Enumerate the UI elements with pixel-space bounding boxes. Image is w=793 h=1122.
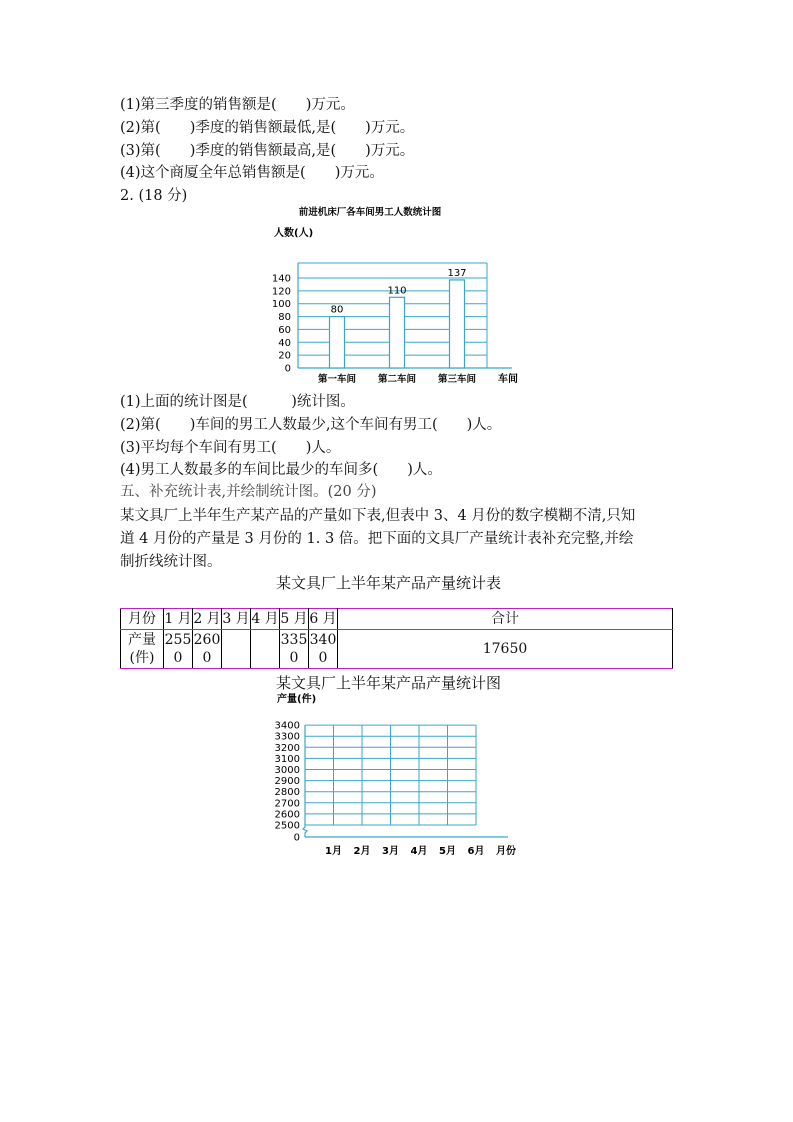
chart2-ytick: 0 bbox=[293, 832, 300, 844]
cell-month-6 bbox=[309, 630, 338, 669]
chart2-title: 某文具厂上半年某产品产量统计图 bbox=[276, 674, 502, 692]
section-5-text-1: 某文具厂上半年生产某产品的产量如下表,但表中 3、4 月份的数字模糊不清,只知 bbox=[120, 508, 636, 524]
chart2-ytick: 2500 bbox=[274, 820, 300, 832]
chart1-xtick: 第二车间 bbox=[377, 374, 417, 385]
bar-chart-workshops bbox=[250, 200, 540, 395]
chart2-xlabel: 月份 bbox=[496, 846, 516, 857]
chart2-ytick: 2800 bbox=[274, 787, 300, 799]
chart2-ytick: 2600 bbox=[274, 809, 300, 821]
chart2-ylabel: 产量(件) bbox=[277, 694, 317, 705]
section-5-text-3: 制折线统计图。 bbox=[120, 554, 222, 570]
chart1-ytick: 60 bbox=[278, 324, 291, 336]
cell-value: 260 bbox=[193, 632, 221, 648]
chart2-xtick: 3月 bbox=[382, 846, 399, 857]
chart1-bar bbox=[450, 280, 465, 368]
header-month-1: 1 月 bbox=[164, 609, 193, 630]
chart2-ytick: 3000 bbox=[274, 765, 300, 776]
cell-month-3[interactable] bbox=[222, 630, 251, 669]
header-month-label: 月份 bbox=[121, 609, 164, 630]
chart1-xtick: 第一车间 bbox=[317, 374, 357, 385]
header-total: 合计 bbox=[338, 609, 673, 630]
chart1-ytick: 0 bbox=[284, 363, 291, 375]
section-5-text-2: 道 4 月份的产量是 3 月份的 1. 3 倍。把下面的文具厂产量统计表补充完整,并绘 bbox=[120, 531, 634, 547]
header-month-3: 3 月 bbox=[222, 609, 251, 630]
header-month-5: 5 月 bbox=[280, 609, 309, 630]
header-month-4: 4 月 bbox=[251, 609, 280, 630]
table-title: 某文具厂上半年某产品产量统计表 bbox=[276, 574, 502, 592]
chart1-xticks bbox=[318, 373, 477, 385]
chart1-ytick: 20 bbox=[278, 350, 291, 362]
chart2-ytick: 3100 bbox=[274, 753, 300, 765]
chart1-ytick: 120 bbox=[271, 286, 291, 298]
cell-value: 0 bbox=[202, 650, 212, 666]
header-month-6: 6 月 bbox=[309, 609, 338, 630]
chart1-ytick: 140 bbox=[271, 273, 291, 285]
question-4: (4)这个商厦全年总销售额是( )万元。 bbox=[120, 165, 384, 181]
cell-month-4[interactable] bbox=[251, 630, 280, 669]
chart2-xtick: 4月 bbox=[410, 846, 428, 857]
chart2-xtick: 2月 bbox=[353, 846, 371, 857]
chart2-grid bbox=[303, 725, 508, 837]
question-3: (3)第( )季度的销售额最高,是( )万元。 bbox=[120, 143, 415, 159]
cell-value: 255 bbox=[164, 632, 192, 648]
chart1-question-1: (1)上面的统计图是( )统计图。 bbox=[120, 394, 355, 410]
chart2-ytick: 3300 bbox=[274, 731, 300, 743]
chart2-ytick: 2700 bbox=[274, 798, 300, 810]
header-month-2: 2 月 bbox=[193, 609, 222, 630]
chart2-xtick: 5月 bbox=[439, 846, 456, 857]
row-label bbox=[121, 630, 164, 669]
chart1-bar bbox=[330, 317, 345, 368]
cell-value: 340 bbox=[309, 632, 337, 648]
table-header-row bbox=[121, 609, 673, 630]
row-label-line1: 产量 bbox=[128, 632, 156, 648]
chart2-ytick: 2900 bbox=[274, 776, 300, 788]
chart2-xticks bbox=[325, 844, 484, 857]
cell-value: 0 bbox=[173, 650, 183, 666]
chart2-xtick: 1月 bbox=[325, 846, 342, 857]
cell-month-1 bbox=[164, 630, 193, 669]
chart1-question-4: (4)男工人数最多的车间比最少的车间多( )人。 bbox=[120, 462, 442, 478]
chart1-title: 前进机床厂各车间男工人数统计图 bbox=[298, 207, 442, 218]
cell-month-2 bbox=[193, 630, 222, 669]
chart1-xtick: 第三车间 bbox=[437, 374, 477, 385]
table-row bbox=[121, 630, 673, 669]
cell-value: 335 bbox=[280, 632, 308, 648]
chart2-ytick: 3200 bbox=[274, 742, 300, 754]
question-1: (1)第三季度的销售额是( )万元。 bbox=[120, 97, 355, 113]
chart1-question-3: (3)平均每个车间有男工( )人。 bbox=[120, 440, 341, 456]
chart1-question-2: (2)第( )车间的男工人数最少,这个车间有男工( )人。 bbox=[120, 417, 502, 433]
chart2-yticks bbox=[275, 721, 300, 844]
cell-total: 17650 bbox=[338, 630, 673, 669]
chart2-ytick: 3400 bbox=[274, 720, 300, 732]
chart1-data-label: 110 bbox=[387, 285, 407, 297]
cell-value: 0 bbox=[318, 650, 328, 666]
cell-value: 0 bbox=[289, 650, 299, 666]
cell-month-5 bbox=[280, 630, 309, 669]
chart1-ylabel: 人数(人) bbox=[274, 228, 314, 239]
chart1-bar bbox=[390, 297, 405, 368]
chart1-ytick: 80 bbox=[278, 312, 291, 324]
line-chart-production bbox=[268, 688, 528, 860]
chart1-ytick: 100 bbox=[271, 299, 291, 311]
chart1-ytick: 40 bbox=[278, 337, 291, 349]
row-label-line2: (件) bbox=[129, 650, 155, 666]
question-2: (2)第( )季度的销售额最低,是( )万元。 bbox=[120, 120, 415, 136]
chart2-xtick: 6月 bbox=[467, 846, 485, 857]
chart1-data-label: 80 bbox=[330, 304, 344, 316]
section-2-header: 2. (18 分) bbox=[120, 188, 188, 204]
chart1-yticks bbox=[272, 274, 291, 375]
section-5-header: 五、补充统计表,并绘制统计图。(20 分) bbox=[120, 484, 377, 500]
production-table bbox=[120, 608, 673, 669]
chart1-xlabel: 车间 bbox=[498, 374, 518, 385]
chart1-data-label: 137 bbox=[447, 267, 467, 279]
